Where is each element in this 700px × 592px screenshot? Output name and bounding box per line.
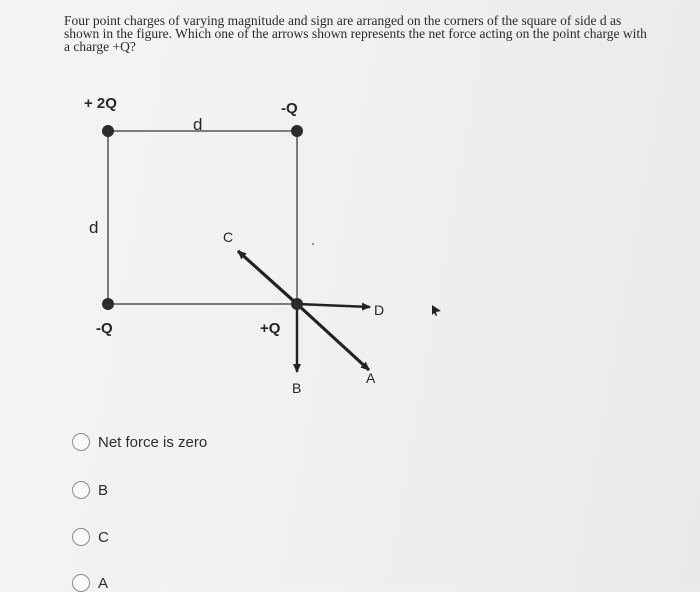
question-line-3: a charge +Q? <box>64 39 136 54</box>
option-label: Net force is zero <box>98 433 208 451</box>
arrow-d <box>297 304 370 307</box>
radio-icon[interactable] <box>72 481 90 499</box>
option-label: B <box>98 481 109 499</box>
mouse-cursor-icon <box>432 305 441 316</box>
side-label-left: d <box>89 218 99 237</box>
radio-icon[interactable] <box>72 528 90 546</box>
charge-dot-top-left <box>102 125 114 137</box>
charge-label-bottom-right: +Q <box>260 320 281 337</box>
arrow-c <box>238 251 297 304</box>
stray-dot <box>312 243 314 245</box>
arrow-label-b: B <box>292 380 302 396</box>
arrow-label-a: A <box>366 370 376 386</box>
charge-label-top-right: -Q <box>281 100 298 117</box>
option-b[interactable] <box>72 481 108 499</box>
question-line-2: shown in the figure. Which one of the arrows shown represents the net force acting on the point charge with <box>64 26 647 41</box>
option-a[interactable] <box>72 574 108 592</box>
option-label: A <box>98 574 109 592</box>
side-label-top: d <box>193 115 203 134</box>
option-net-force-zero[interactable] <box>72 433 207 451</box>
charge-dot-bottom-right <box>291 298 303 310</box>
arrow-label-d: D <box>374 302 385 318</box>
charge-label-top-left: + 2Q <box>84 95 117 112</box>
charge-dot-bottom-left <box>102 298 114 310</box>
charge-label-bottom-left: -Q <box>96 320 113 337</box>
radio-icon[interactable] <box>72 433 90 451</box>
charge-dot-top-right <box>291 125 303 137</box>
question-line-1: Four point charges of varying magnitude and sign are arranged on the corners of the square of side d as <box>64 13 622 28</box>
option-label: C <box>98 528 109 546</box>
arrow-a <box>297 304 369 370</box>
option-c[interactable] <box>72 528 109 546</box>
radio-icon[interactable] <box>72 574 90 592</box>
arrow-label-c: C <box>223 229 234 245</box>
